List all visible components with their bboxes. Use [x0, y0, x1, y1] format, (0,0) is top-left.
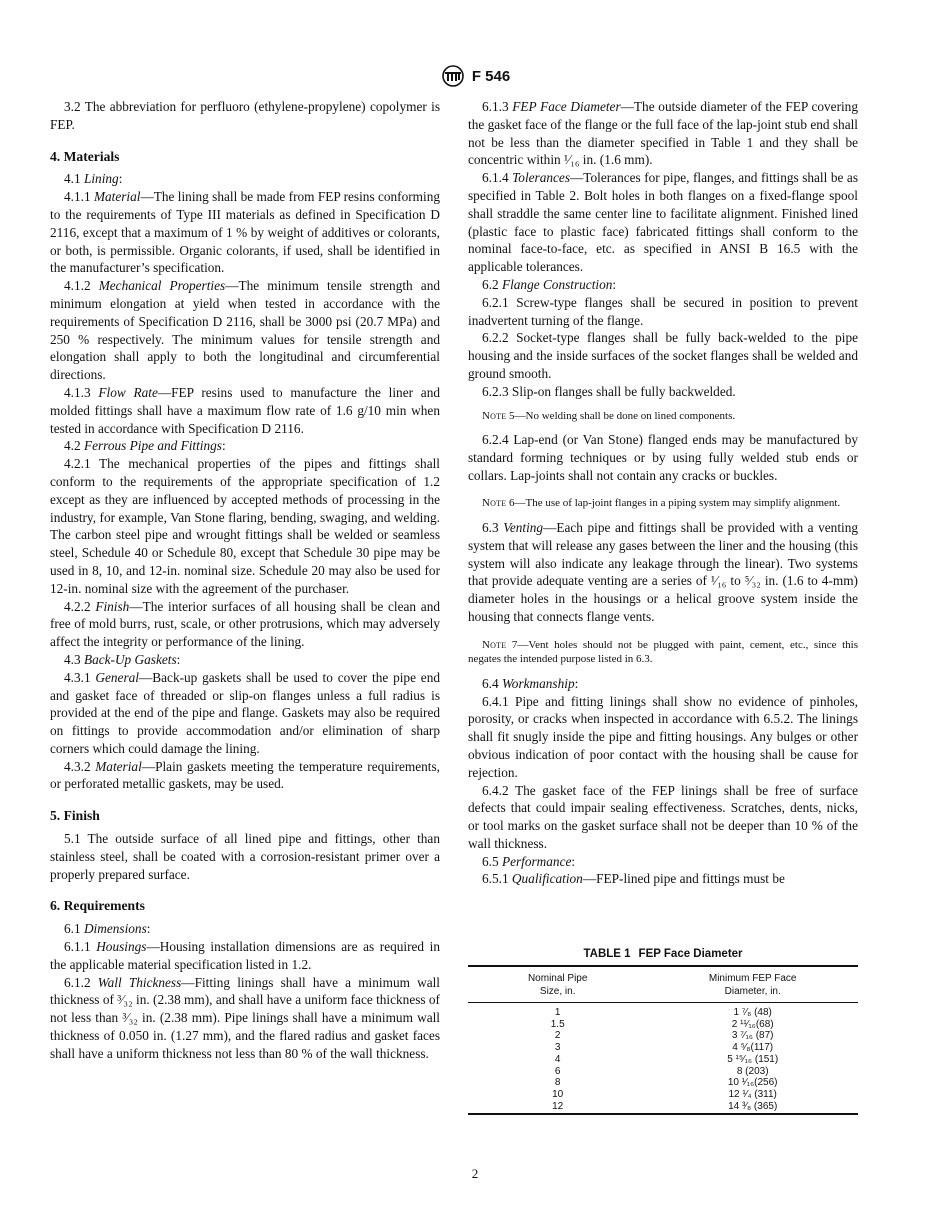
table-cell: 1	[554, 1007, 561, 1018]
note-6: Note 6—The use of lap-joint flanges in a piping system may simplify alignment.	[482, 497, 841, 510]
paragraph-6-5-1: 6.5.1 Qualification—FEP-lined pipe and fittings must be	[482, 871, 785, 887]
paragraph-6-2-3: 6.2.3 Slip-on flanges shall be fully backwelded.	[482, 383, 736, 399]
paragraph-6-1: 6.1 Dimensions:	[64, 921, 151, 937]
table-cell: 14 ³⁄₈ (365)	[728, 1100, 778, 1112]
paragraph-6-1-3: 6.1.3 FEP Face Diameter—The outside diameter of the FEP covering the gasket face of the flange or the full face of the lap-joint stub end shall not be less than the diameter specified in Table 1 and they shall be concentric within ¹⁄₁₆ in. (1.6 mm).	[468, 99, 858, 168]
paragraph-6-2: 6.2 Flange Construction:	[482, 276, 617, 292]
table-1-title: TABLE 1 FEP Face Diameter	[583, 948, 743, 960]
astm-logo-icon	[440, 65, 466, 87]
table-cell: 6	[554, 1065, 561, 1077]
right-column	[468, 98, 858, 888]
paragraph-4-2: 4.2 Ferrous Pipe and Fittings:	[64, 438, 226, 454]
table-1	[468, 948, 858, 1115]
standard-designation: F 546	[471, 67, 511, 85]
table-cell: 5 ¹⁵⁄₁₆ (151)	[727, 1053, 779, 1065]
table-row	[468, 1030, 858, 1042]
paragraph-6-4: 6.4 Workmanship:	[482, 675, 579, 691]
paragraph-6-1-1: 6.1.1 Housings—Housing installation dimensions are as required in the applicable material specification listed in 1.2.	[50, 939, 440, 972]
paragraph-6-4-1: 6.4.1 Pipe and fitting linings shall show no evidence of pinholes, porosity, or cracks when inspected in accordance with 6.5.2. The linings shall fit snugly inside the pipe and fitting housings. Any bulges or other obvious indication of poor contact with the housing shall be cause for rejection.	[468, 693, 858, 780]
table-cell: 10	[552, 1088, 564, 1100]
paragraph-4-1: 4.1 Lining:	[64, 171, 123, 187]
paragraph-4-2-2: 4.2.2 Finish—The interior surfaces of all housing shall be clean and free of mold burrs, rust, scale, or other protrusions, which may adversely affect the integrity or performance of the lining.	[50, 598, 440, 650]
table-row	[468, 1003, 858, 1019]
note-5: Note 5—No welding shall be done on lined components.	[482, 409, 736, 422]
table-cell: 12 ¹⁄₄ (311)	[728, 1088, 777, 1100]
note-7: Note 7—Vent holes should not be plugged with paint, cement, etc., since this negates the intended purpose listed in 6.3.	[468, 638, 858, 666]
paragraph-6-1-2: 6.1.2 Wall Thickness—Fitting linings shall have a minimum wall thickness of ³⁄₃₂ in. (2.38 mm), and shall have a uniform face thickness of not less than ³⁄₃₂ in. (2.38 mm). Pipe linings shall have a minimum wall thickness of 0.050 in. (1.27 mm), and the flared radius and gasket faces shall have a uniform thickness not less than 80 % of the wall thickness.	[50, 974, 440, 1061]
table-row	[468, 1066, 858, 1078]
page-header	[0, 64, 950, 88]
table-cell: 8 (203)	[736, 1065, 769, 1077]
paragraph-4-1-1: 4.1.1 Material—The lining shall be made from FEP resins conforming to the requirements of Type III materials as defined in Specification D 2116, except that a maximum of 1 % by weight of additives or colorants, or both, is permissible. Organic colorants, if used, shall be identified in the manufacturer’s specification.	[50, 189, 440, 276]
page-number: 2	[471, 1166, 479, 1181]
paragraph-5-1: 5.1 The outside surface of all lined pipe and fittings, other than stainless steel, shall be coated with a corrosion-resistant primer over a properly prepared surface.	[50, 831, 440, 882]
table-cell: 3	[554, 1042, 561, 1054]
table-row	[468, 1019, 858, 1031]
table-cell: 2	[554, 1030, 561, 1042]
fep-face-diameter-table	[468, 965, 858, 1115]
paragraph-6-3: 6.3 Venting—Each pipe and fittings shall be provided with a venting system that will release any gases between the liner and the housing (this system will also indicate any leakage through the linear). Two systems that provide adequate venting are a series of ¹⁄₁₆ to ⁵⁄₃₂ in. (1.6 to 4-mm) diameter holes in the housings or a helical groove system inside the housing that connects flange vents.	[468, 519, 859, 624]
section-heading-finish: 5. Finish	[50, 808, 100, 824]
left-column	[50, 98, 440, 1063]
paragraph-6-2-4: 6.2.4 Lap-end (or Van Stone) flanged ends may be manufactured by standard forming techniques or by using fully welded stub ends or collars. Lap-joints shall not contain any cracks or buckles.	[468, 432, 858, 483]
paragraph-4-1-2: 4.1.2 Mechanical Properties—The minimum tensile strength and minimum elongation at yield when tested in accordance with the requirements of Specification D 2116, shall be 3000 psi (20.7 MPa) and 250 % respectively. The minimum values for tensile strength and elongation shall apply to both the longitudinal and circumferential directions.	[50, 278, 440, 383]
paragraph-4-1-3: 4.1.3 Flow Rate—FEP resins used to manufacture the liner and molded fittings shall have a maximum flow rate of 1.6 g/10 min when tested in accordance with Specification D 2116.	[50, 384, 440, 436]
table-row	[468, 1077, 858, 1089]
table-row	[468, 1089, 858, 1101]
paragraph-6-4-2: 6.4.2 The gasket face of the FEP linings shall be free of surface defects that could impair sealing effectiveness. Scratches, dents, nicks, or tool marks on the gasket surface shall not be deeper than 10 % of the wall thickness.	[468, 782, 858, 851]
paragraph-6-2-2: 6.2.2 Socket-type flanges shall be fully back-welded to the pipe housing and the inside surfaces of the socket flanges shall be welded and ground smooth.	[468, 330, 858, 381]
table-row	[468, 1101, 858, 1115]
table-row	[468, 1042, 858, 1054]
paragraph-3-2: 3.2 The abbreviation for perfluoro (ethylene-propylene) copolymer is FEP.	[50, 99, 440, 132]
table-cell: 3 ⁷⁄₁₆ (87)	[731, 1030, 774, 1042]
table-cell: 8	[554, 1077, 561, 1089]
paragraph-6-5: 6.5 Performance:	[482, 853, 576, 869]
table-cell: 4 ⁵⁄₈(117)	[732, 1042, 774, 1054]
table-cell: 4	[554, 1053, 561, 1065]
table-cell: 12	[552, 1100, 564, 1112]
section-heading-requirements: 6. Requirements	[50, 898, 145, 914]
paragraph-6-1-4: 6.1.4 Tolerances—Tolerances for pipe, flanges, and fittings shall be as specified in Table 2. Bolt holes in both flanges on a fixed-flange spool shall straddle the same center line to facilitate alignment. Finished lined (plastic face to plastic face) fabricated fittings shall conform to the nominal face-to-face, etc. as specified in ANSI B 16.5 with the applicable tolerances.	[468, 170, 858, 275]
paragraph-4-2-1: 4.2.1 The mechanical properties of the pipes and fittings shall conform to the requirements of the appropriate specification of 1.2 except as they are influenced by accepted methods of processing in the industry, for example, Van Stone flaring, bending, swaging, and welding. The carbon steel pipe and wrought fittings shall be welded or seamless steel, Schedule 40 or Schedule 80, except that Schedule 30 pipe may be used in 8, 10, and 12-in. nominal size. Schedule 20 may also be used for 12-in. nominal size with the agreement of the purchaser.	[50, 456, 440, 596]
table-cell: 1 ⁷⁄₈ (48)	[733, 1007, 772, 1018]
table-row	[468, 1054, 858, 1066]
column-header-nominal-pipe-size: Nominal Pipe Size, in.	[527, 973, 588, 997]
section-heading-materials: 4. Materials	[50, 148, 120, 164]
table-header-row	[468, 966, 858, 1003]
paragraph-6-2-1: 6.2.1 Screw-type flanges shall be secured in position to prevent inadvertent turning of the flange.	[468, 294, 858, 328]
table-cell: 10 ¹⁄₁₆(256)	[727, 1077, 778, 1089]
table-cell: 2 ¹¹⁄₁₆(68)	[731, 1018, 774, 1030]
paragraph-4-3-1: 4.3.1 General—Back-up gaskets shall be used to cover the pipe end and gasket face of threaded or slip-on flanges unless a full radius is provided at the end of the pipe and flange. Gaskets may also be required on fittings to provide accommodation and/or elimination of sharp corners which could damage the lining.	[50, 669, 440, 756]
paragraph-4-3: 4.3 Back-Up Gaskets:	[64, 651, 181, 667]
column-header-minimum-fep-face-diameter: Minimum FEP Face Diameter, in.	[708, 973, 797, 997]
table-cell: 1.5	[550, 1018, 565, 1030]
paragraph-4-3-2: 4.3.2 Material—Plain gaskets meeting the temperature requirements, or perforated metallic gaskets, may be used.	[50, 758, 441, 792]
